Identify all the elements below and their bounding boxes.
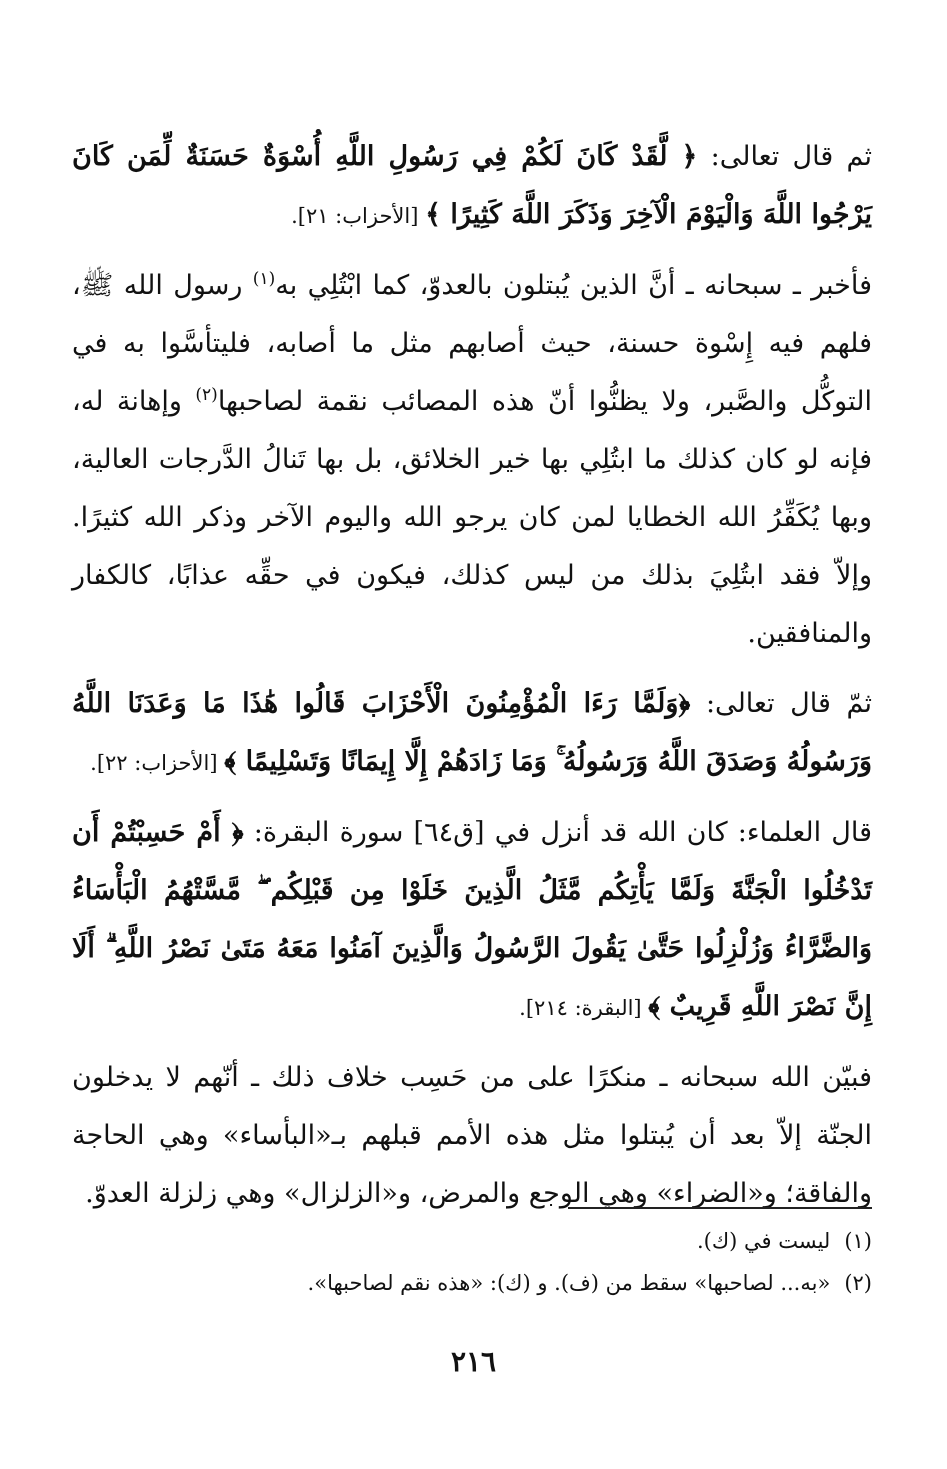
footnote-1 [72,1220,872,1262]
paragraph-3 [72,675,872,792]
paragraph-3-lead: ثمّ قال تعالى: [690,688,872,719]
footnote-marker-1[interactable]: (١) [252,269,276,289]
footnotes [72,1220,872,1304]
verse-reference-ahzab-22: [الأحزاب: ٢٢]. [90,751,225,775]
paragraph-1 [72,128,872,245]
paragraph-2-part-2: رسول الله ﷺ، فلهم فيه إِسْوة حسنة، حيث أصابهم مثل ما أصابه، فليتأسَّوا به في التوكُّل والصَّبر، ولا يظنُّوا أنّ هذه المصائب نقمة لصاحبها [72,270,872,417]
paragraph-5-text: فبيّن الله سبحانه ـ منكرًا على من حَسِب خلاف ذلك ـ أنّهم لا يدخلون الجنّة إلاّ بعد أن يُبتلوا مثل هذه الأمم قبلهم بـ«البأساء» وهي الحاجة والفاقة؛ و«الضراء» وهي الوجع والمرض، و«الزلزال» وهي زلزلة العدوّ. [72,1062,872,1209]
page-body [72,128,872,1235]
quran-verse-ahzab-22: ﴿وَلَمَّا رَءَا الْمُؤْمِنُونَ الْأَحْزَابَ قَالُوا هَٰذَا مَا وَعَدَنَا اللَّهُ وَرَسُولُهُ وَصَدَقَ اللَّهُ وَرَسُولُهُ ۚ وَمَا زَادَهُمْ إِلَّا إِيمَانًا وَتَسْلِيمًا ﴾ [72,688,872,777]
footnote-divider [568,1207,872,1209]
footnote-2-number: (٢) [844,1271,872,1295]
footnote-1-number: (١) [844,1229,872,1253]
paragraph-5 [72,1049,872,1223]
footnote-1-text: ليست في (ك). [696,1229,831,1253]
verse-reference-ahzab-21: [الأحزاب: ٢١]. [291,204,426,228]
paragraph-2-part-3: وإهانة له، فإنه لو كان كذلك ما ابتُلِي بها خير الخلائق، بل بها تَنالُ الدَّرجات العالية، وبها يُكَفِّرُ الله الخطايا لمن كان يرجو الله واليوم الآخر وذكر الله كثيرًا. وإلاّ فقد ابتُلِيَ بذلك من ليس كذلك، فيكون في حقِّه عذابًا، كالكفار والمنافقين. [72,386,872,649]
footnote-2-text: «به... لصاحبها» سقط من (ف). و (ك): «هذه نقم لصاحبها». [307,1271,831,1295]
verse-reference-baqarah-214: [البقرة: ٢١٤]. [519,996,649,1020]
page-number: ٢١٦ [450,1345,497,1378]
paragraph-4-lead: قال العلماء: كان الله قد أنزل في [ق٦٤] سورة البقرة: [243,817,873,848]
quran-verse-ahzab-21: ﴿ لَّقَدْ كَانَ لَكُمْ فِي رَسُولِ اللَّهِ أُسْوَةٌ حَسَنَةٌ لِّمَن كَانَ يَرْجُوا اللَّهَ وَالْيَوْمَ الْآخِرَ وَذَكَرَ اللَّهَ كَثِيرًا ﴾ [72,141,872,230]
paragraph-2-part-1: فأخبر ـ سبحانه ـ أنَّ الذين يُبتلون بالعدوّ، كما ابْتُلِي به [275,270,872,301]
paragraph-4 [72,804,872,1037]
footnote-marker-2[interactable]: (٢) [195,385,218,405]
quran-verse-baqarah-214: ﴿ أَمْ حَسِبْتُمْ أَن تَدْخُلُوا الْجَنَّةَ وَلَمَّا يَأْتِكُم مَّثَلُ الَّذِينَ خَلَوْا مِن قَبْلِكُم ۖ مَّسَّتْهُمُ الْبَأْسَاءُ وَالضَّرَّاءُ وَزُلْزِلُوا حَتَّىٰ يَقُولَ الرَّسُولُ وَالَّذِينَ آمَنُوا مَعَهُ مَتَىٰ نَصْرُ اللَّهِ ۗ أَلَا إِنَّ نَصْرَ اللَّهِ قَرِيبٌ ﴾ [72,817,872,1022]
footnote-2 [72,1262,872,1304]
paragraph-2 [72,257,872,663]
paragraph-1-lead: ثم قال تعالى: [697,141,873,172]
